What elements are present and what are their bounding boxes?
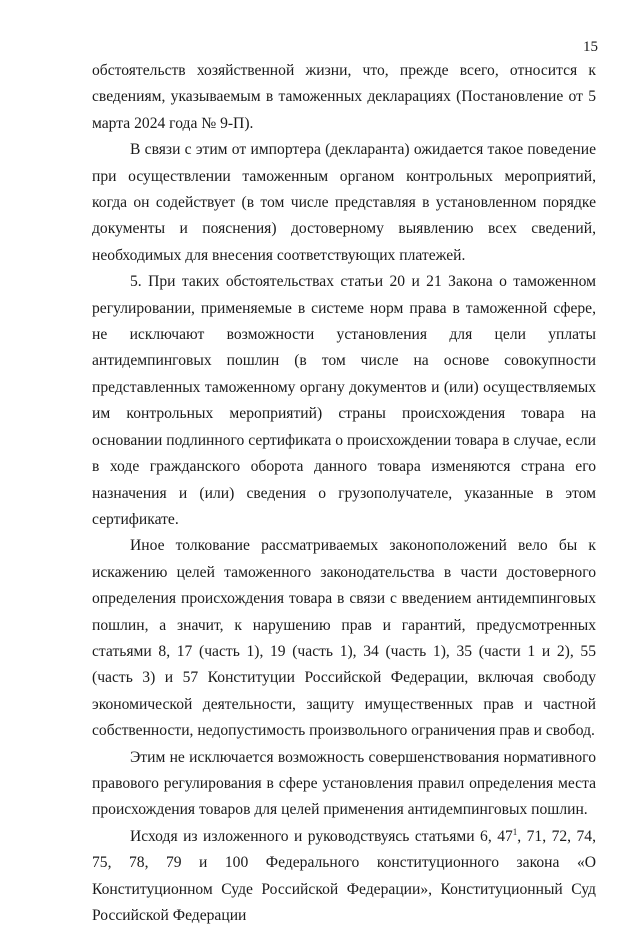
document-body [92, 58, 596, 929]
paragraph-point-5: 5. При таких обстоятельствах статьи 20 и 21 Закона о таможенном регулировании, применяемые в системе норм права в таможенной сфере, не исключают возможности установления для цели уплаты антидемпинговых пошлин (в том числе на основе совокупности представленных таможенному органу документов и (или) осуществляемых им контрольных мероприятий) страны происхождения товара на основании подлинного сертификата о происхождении товара в случае, если в ходе гражданского оборота данного товара изменяются страна его назначения и (или) сведения о грузополучателе, указанные в этом сертификате. [92, 273, 596, 528]
article-superscript: 1 [512, 826, 518, 837]
conclusion-text-end: , 71, 72, 74, 75, 78, 79 и 100 Федерального конституционного закона «О Конституционном Суде Российской Федерации», Конституционный Суд Российской Федерации [92, 827, 596, 924]
paragraph-regulation-improvement: Этим не исключается возможность совершенствования нормативного правового регулирования в сфере установления правил определения места происхождения товаров для целей применения антидемпинговых пошлин. [92, 748, 596, 819]
conclusion-text-start: Исходя из изложенного и руководствуясь статьями 6, 47 [130, 827, 513, 845]
paragraph-continuation: обстоятельств хозяйственной жизни, что, прежде всего, относится к сведениям, указываемым в таможенных декларациях (Постановление от 5 марта 2024 года № 9-П). [92, 62, 596, 132]
paragraph-alternative-interpretation: Иное толкование рассматриваемых законоположений вело бы к искажению целей таможенного законодательства в части достоверного определения происхождения товара в связи с введением антидемпинговых пошлин, а значит, к нарушению прав и гарантий, предусмотренных статьями 8, 17 (часть 1), 19 (часть 1), 34 (часть 1), 35 (части 1 и 2), 55 (часть 3) и 57 Конституции Российской Федерации, включая свободу экономической деятельности, защиту имущественных прав и частной собственности, недопустимость произвольного ограничения прав и свобод. [92, 537, 596, 740]
page-number: 15 [583, 39, 598, 55]
paragraph-importer-conduct: В связи с этим от импортера (декларанта) ожидается такое поведение при осуществлении таможенным органом контрольных мероприятий, когда он содействует (в том числе представляя в установленном порядке документы и пояснения) достоверному выявлению всех сведений, необходимых для внесения соответствующих платежей. [92, 141, 596, 264]
paragraph-conclusion [92, 824, 596, 929]
